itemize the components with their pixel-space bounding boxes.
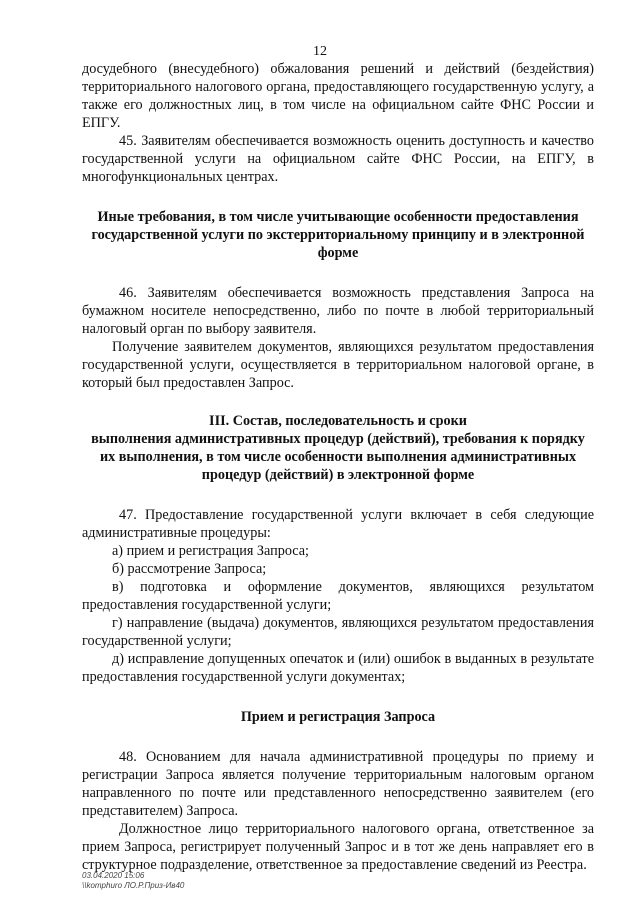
footer-stamp — [82, 871, 184, 891]
heading-section-3: выполнения административных процедур (действий), требования к порядку их выполнения, в том числе особенности выполнения административных процедур (действий) в электронной форме — [91, 431, 585, 483]
heading-section-3-line1: III. Состав, последовательность и сроки — [209, 413, 467, 429]
paragraph-46-b: Получение заявителем документов, являющихся результатом предоставления государственной услуги, осуществляется в территориальном налоговой органе, в который был предоставлен Запрос. — [82, 339, 594, 391]
paragraph-46: 46. Заявителям обеспечивается возможность представления Запроса на бумажном носителе непосредственно, либо по почте в любой территориальный налоговый орган по выбору заявителя. — [82, 285, 594, 337]
list-item-47a: а) прием и регистрация Запроса; — [112, 543, 309, 559]
document-body — [82, 60, 594, 874]
heading-other-requirements: Иные требования, в том числе учитывающие особенности предоставления государственной услуги по экстерриториальному принципу и в электронной форме — [91, 209, 585, 261]
footer-path: \\komphuro ЛО.Р.Приз-Ив40 — [82, 881, 185, 890]
list-item-47b: б) рассмотрение Запроса; — [112, 561, 267, 577]
paragraph-48: 48. Основанием для начала административной процедуры по приему и регистрации Запроса является получение территориальным налоговым органом направленного по почте или представленного непосредственно заявителем (его представителем) Запроса. — [82, 749, 594, 819]
paragraph-45: 45. Заявителям обеспечивается возможность оценить доступность и качество государственной услуги на официальном сайте ФНС России, на ЕПГУ, в многофункциональных центрах. — [82, 133, 594, 185]
list-item-47d: г) направление (выдача) документов, являющихся результатом предоставления государственной услуги; — [82, 615, 594, 649]
paragraph-47: 47. Предоставление государственной услуги включает в себя следующие административные процедуры: — [82, 507, 594, 541]
footer-date: 03.04.2020 15:06 — [82, 871, 145, 880]
paragraph-48-b: Должностное лицо территориального налогового органа, ответственное за прием Запроса, регистрирует полученный Запрос и в тот же день направляет его в структурное подразделение, ответственное за предоставление сведений из Реестра. — [82, 821, 594, 873]
heading-reception: Прием и регистрация Запроса — [240, 709, 436, 725]
list-item-47e: д) исправление допущенных опечаток и (или) ошибок в выданных в результате предоставления государственной услуги документах; — [82, 651, 594, 685]
page-number: 12 — [313, 44, 327, 59]
list-item-47c: в) подготовка и оформление документов, являющихся результатом предоставления государственной услуги; — [82, 579, 594, 613]
paragraph-continuation: досудебного (внесудебного) обжалования решений и действий (бездействия) территориального налогового органа, предоставляющего государственную услугу, а также его должностных лиц, в том числе на официальном сайте ФНС России и ЕПГУ. — [82, 61, 594, 131]
